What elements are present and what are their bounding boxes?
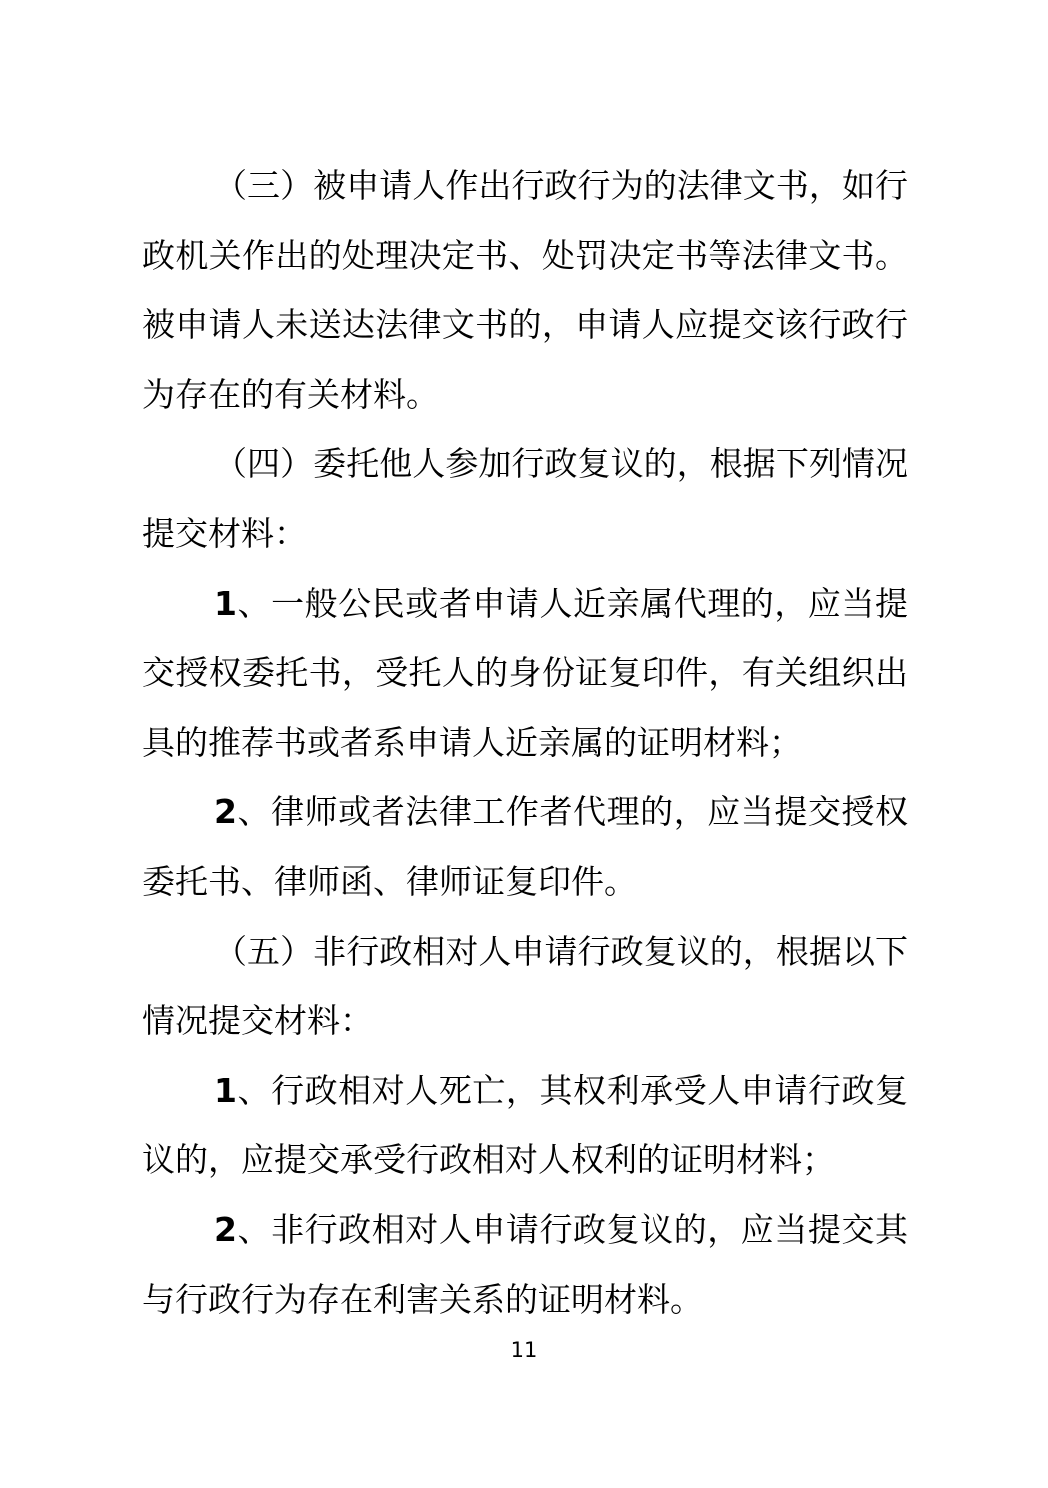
item-number: 1 <box>214 1070 237 1110</box>
paragraph-text: 、非行政相对人申请行政复议的，应当提交其与行政行为存在利害关系的证明材料。 <box>142 1209 908 1319</box>
paragraph-3-original-evidence <box>142 151 908 429</box>
paragraph-text: （三）被申请人作出行政行为的法律文书，如行政机关作出的处理决定书、处罚决定书等法律文书。被申请人未送达法律文书的，申请人应提交该行政行为存在的有关材料。 <box>142 166 908 414</box>
paragraph-text: （四）委托他人参加行政复议的，根据下列情况提交材料： <box>142 444 908 553</box>
item-number: 2 <box>214 792 237 832</box>
paragraph-text: （五）非行政相对人申请行政复议的，根据以下情况提交材料： <box>142 931 908 1041</box>
item-number: 2 <box>214 1209 237 1249</box>
item-number: 1 <box>214 583 237 623</box>
list-item-lawyer-agent <box>142 777 908 916</box>
paragraph-text: 、律师或者法律工作者代理的，应当提交授权委托书、律师函、律师证复印件。 <box>142 792 908 901</box>
document-body <box>142 151 908 1334</box>
list-item-rights-successor <box>142 1056 908 1195</box>
list-item-interested-party <box>142 1195 908 1334</box>
paragraph-5-non-counterpart <box>142 917 908 1056</box>
paragraph-text: 、行政相对人死亡，其权利承受人申请行政复议的，应提交承受行政相对人权利的证明材料； <box>142 1070 908 1180</box>
paragraph-text: 、一般公民或者申请人近亲属代理的，应当提交授权委托书，受托人的身份证复印件，有关组织出具的推荐书或者系申请人近亲属的证明材料； <box>142 583 908 762</box>
page-number: 11 <box>510 1338 538 1362</box>
list-item-citizen-agent <box>142 569 908 778</box>
paragraph-4-entrusted-agent <box>142 429 908 568</box>
